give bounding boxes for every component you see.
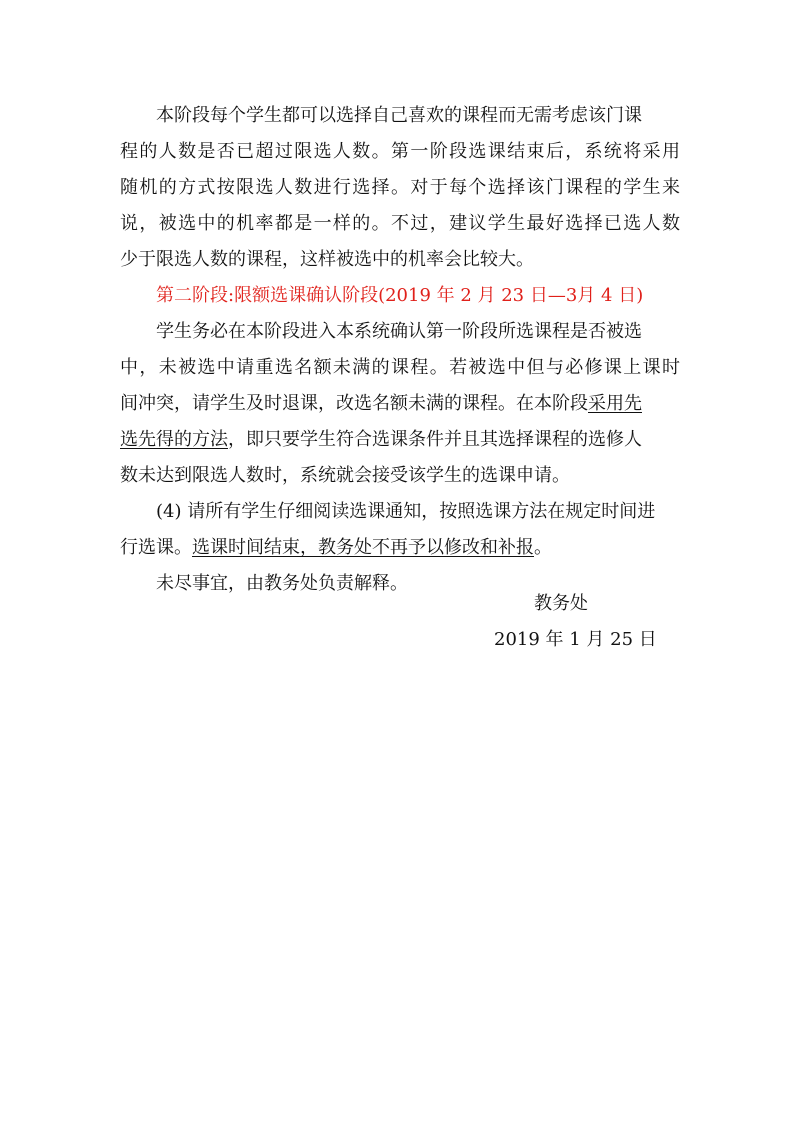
paragraph-2-line-3 [120, 386, 680, 422]
paragraph-3-line-2 [120, 530, 680, 566]
paragraph-1-line-4: 说，被选中的机率都是一样的。不过，建议学生最好选择已选人数 [120, 213, 680, 234]
paragraph-2-line-4 [120, 422, 680, 458]
paragraph-1-line-3: 随机的方式按限选人数进行选择。对于每个选择该门课程的学生来 [120, 177, 680, 198]
paragraph-2-line-3-text: 间冲突，请学生及时退课，改选名额未满的课程。在本阶段 [120, 393, 588, 414]
paragraph-3-line-1: (4) 请所有学生仔细阅读选课通知，按照选课方法在规定时间进 [156, 501, 656, 522]
issuer-signature: 教务处 [534, 593, 588, 614]
paragraph-2-line-2: 中，未被选中请重选名额未满的课程。若被选中但与必修课上课时 [120, 357, 680, 378]
paragraph-2-line-1: 学生务必在本阶段进入本系统确认第一阶段所选课程是否被选 [156, 321, 642, 342]
first-come-first-served-phrase-start: 采用先 [588, 393, 642, 414]
paragraph-1-line-2: 程的人数是否已超过限选人数。第一阶段选课结束后，系统将采用 [120, 141, 680, 162]
first-come-first-served-phrase-end: 选先得的方法 [120, 429, 228, 450]
paragraph-2-line-5: 数未达到限选人数时，系统就会接受该学生的选课申请。 [120, 465, 570, 486]
paragraph-3-line-2-text-end: 。 [534, 537, 552, 558]
paragraph-2-line-4-text: ，即只要学生符合选课条件并且其选择课程的选修人 [228, 429, 642, 450]
notice-body [120, 98, 680, 602]
paragraph-1-line-1: 本阶段每个学生都可以选择自己喜欢的课程而无需考虑该门课 [156, 105, 642, 126]
deadline-notice-phrase: 选课时间结束，教务处不再予以修改和补报 [192, 537, 534, 558]
paragraph-3-line-2-text-start: 行选课。 [120, 537, 192, 558]
stage-two-heading: 第二阶段:限额选课确认阶段(2019 年 2 月 23 日—3月 4 日) [156, 285, 644, 306]
paragraph-1-line-5: 少于限选人数的课程，这样被选中的机率会比较大。 [120, 249, 534, 270]
closing-line: 未尽事宜，由教务处负责解释。 [156, 573, 408, 594]
notice-date: 2019 年 1 月 25 日 [494, 629, 657, 650]
